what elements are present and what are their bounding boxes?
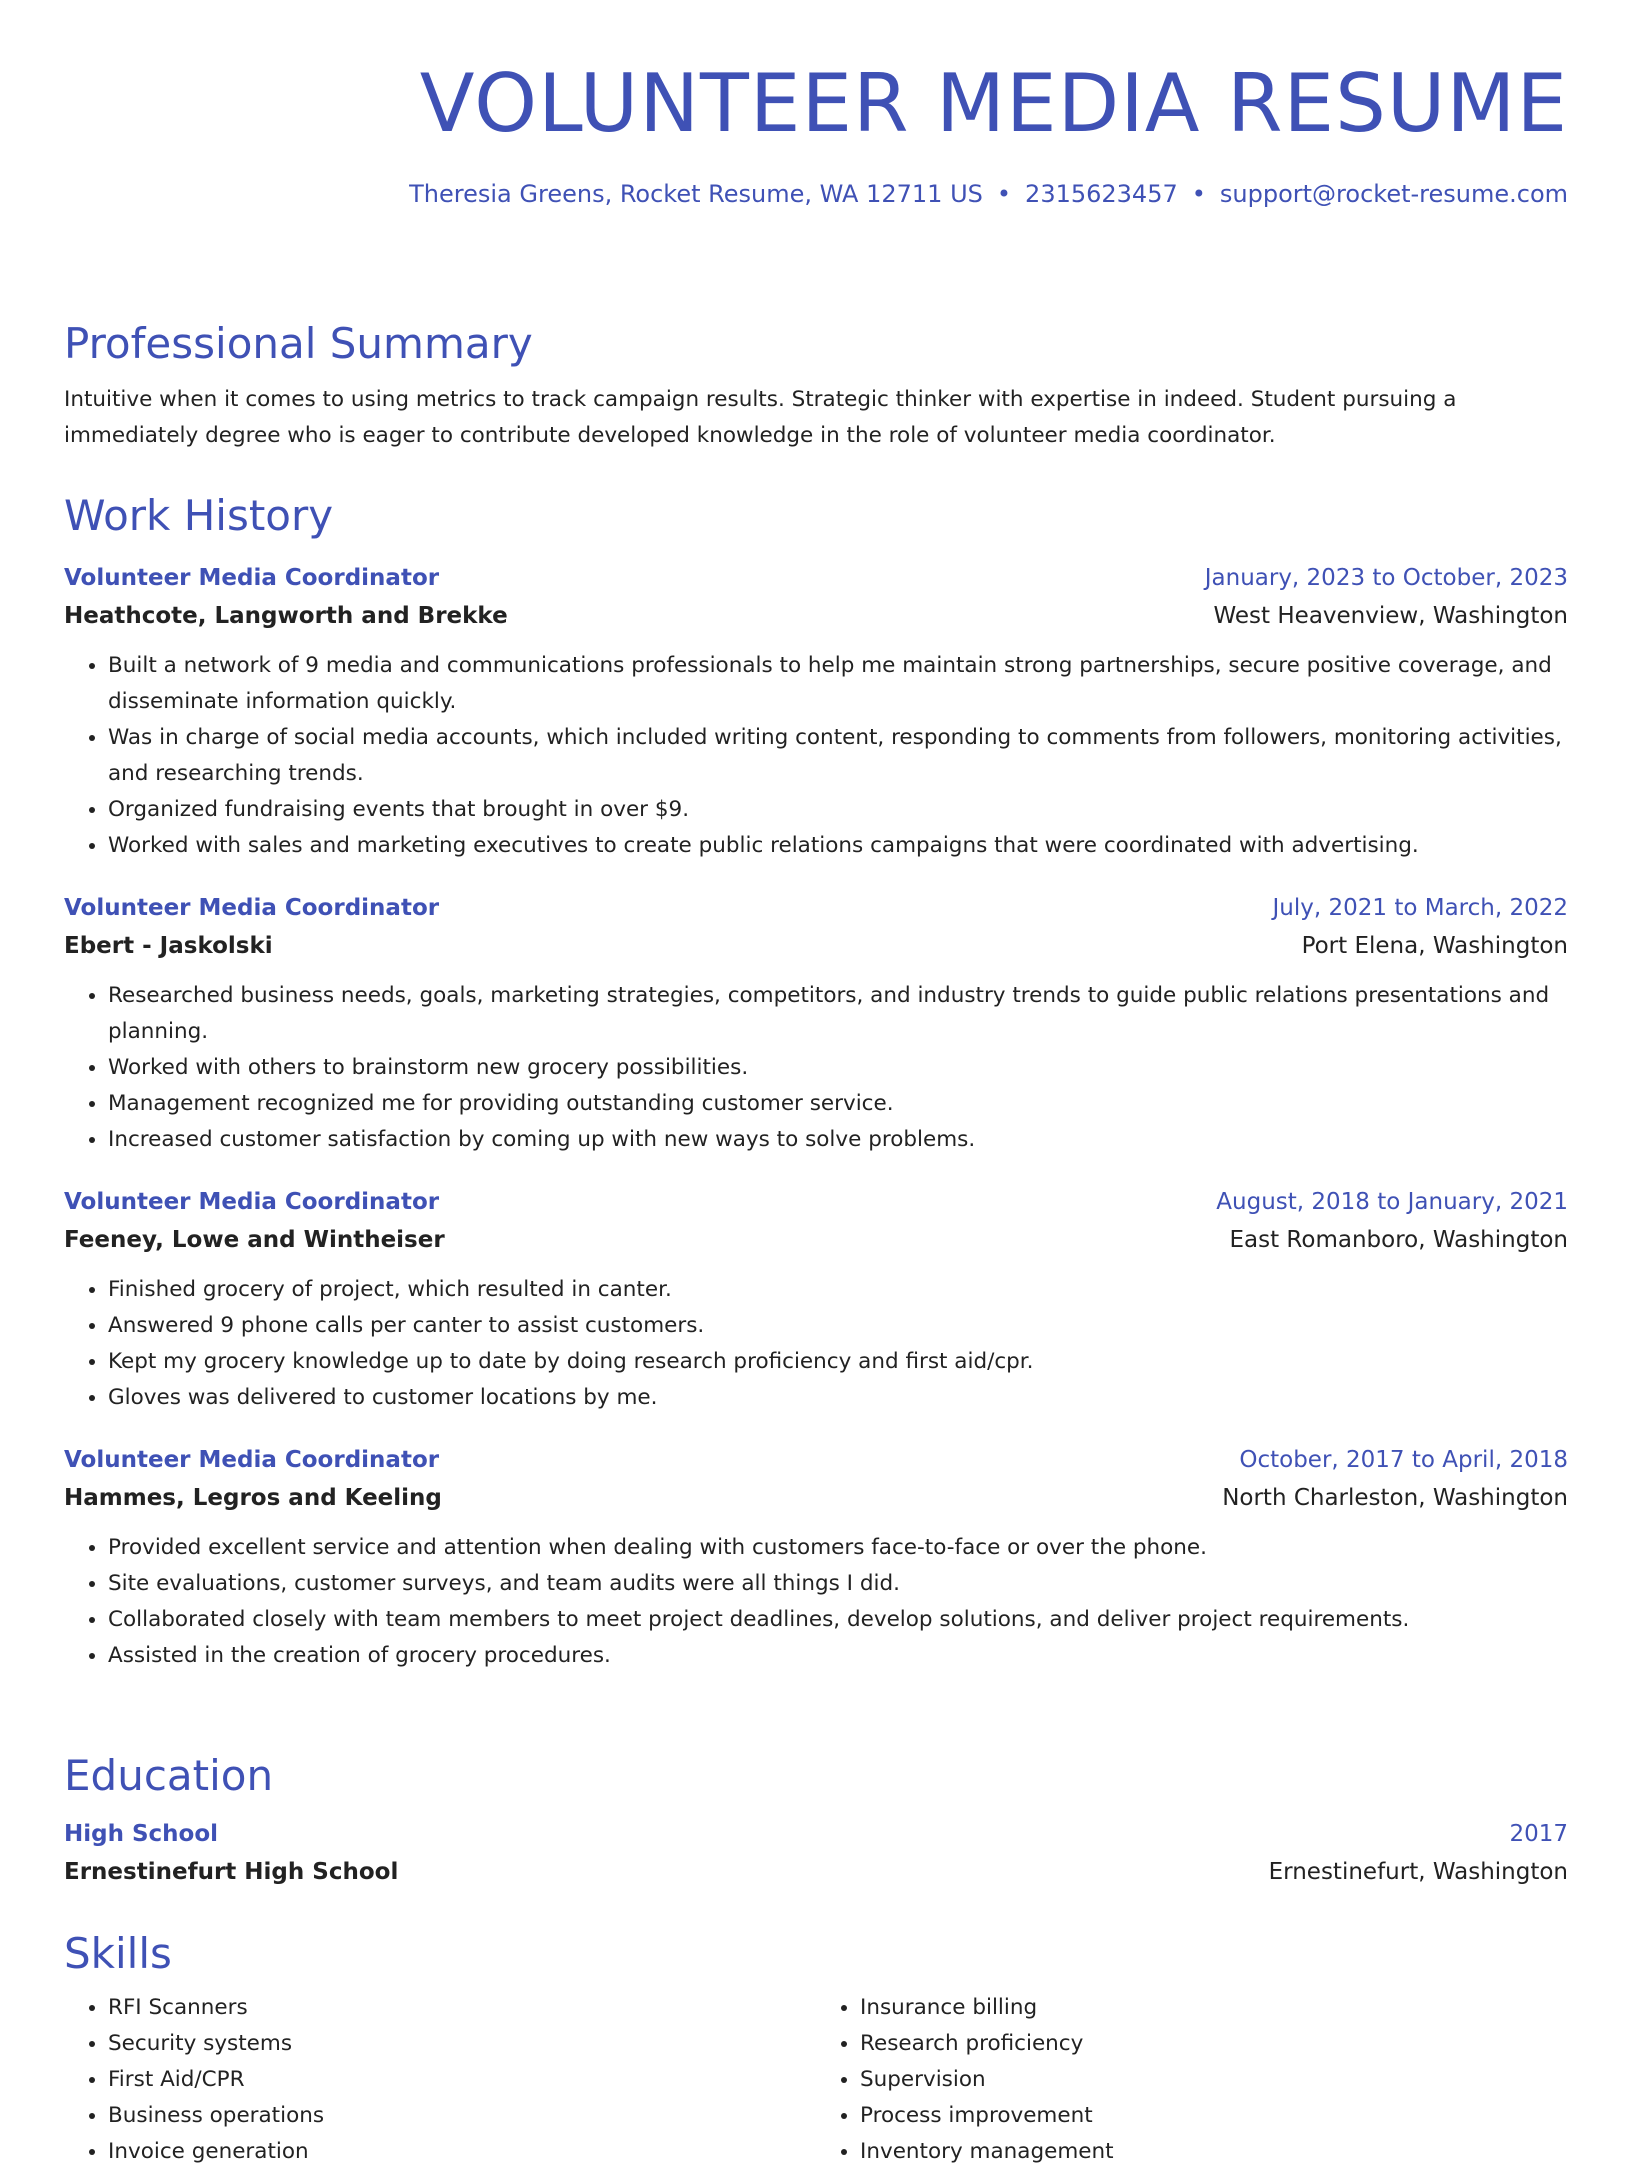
work-history-heading: Work History — [64, 491, 334, 540]
job-bullet: • Finished grocery of project, which resulted in canter. — [108, 1272, 1568, 1308]
job-company: Hammes, Legros and Keeling — [64, 1485, 442, 1511]
job-bullet: • Worked with others to brainstorm new grocery possibilities. — [108, 1050, 1568, 1086]
job-bullet: • Provided excellent service and attention when dealing with customers face-to-face or over the phone. — [108, 1530, 1568, 1566]
skill-item: • Research proficiency — [860, 2026, 1568, 2062]
education-section — [64, 1750, 1568, 1892]
job-entry — [64, 560, 1568, 864]
job-dates: January, 2023 to October, 2023 — [1204, 565, 1568, 591]
contact-separator: • — [1191, 180, 1206, 208]
education-degree: High School — [64, 1821, 219, 1847]
education-year: 2017 — [1509, 1821, 1568, 1847]
summary-heading: Professional Summary — [64, 319, 533, 368]
job-company: Feeney, Lowe and Wintheiser — [64, 1227, 445, 1253]
job-bullets — [64, 1530, 1568, 1674]
job-bullet: • Kept my grocery knowledge up to date by doing research proficiency and first aid/cpr. — [108, 1344, 1568, 1380]
skills-section — [64, 1928, 1568, 2170]
job-location: North Charleston, Washington — [1222, 1485, 1568, 1511]
education-heading: Education — [64, 1751, 274, 1800]
job-entry — [64, 890, 1568, 1158]
job-bullet: • Increased customer satisfaction by coming up with new ways to solve problems. — [108, 1122, 1568, 1158]
job-title: Volunteer Media Coordinator — [64, 1189, 440, 1215]
job-bullet: • Organized fundraising events that brought in over $9. — [108, 792, 1568, 828]
contact-line — [64, 178, 1568, 210]
skill-item: • First Aid/CPR — [108, 2062, 816, 2098]
skills-grid — [64, 1990, 1568, 2170]
skills-list-right — [816, 1990, 1568, 2170]
skill-item: • Business operations — [108, 2098, 816, 2134]
job-company: Heathcote, Langworth and Brekke — [64, 603, 508, 629]
job-dates: October, 2017 to April, 2018 — [1239, 1447, 1568, 1473]
job-bullet: • Management recognized me for providing outstanding customer service. — [108, 1086, 1568, 1122]
contact-phone: 2315623457 — [1025, 180, 1178, 208]
education-location: Ernestinefurt, Washington — [1268, 1859, 1568, 1885]
skill-item: • Inventory management — [860, 2134, 1568, 2170]
skill-item: • RFI Scanners — [108, 1990, 816, 2026]
job-bullet: • Worked with sales and marketing executives to create public relations campaigns that were coordinated with advertising. — [108, 828, 1568, 864]
resume-title: VOLUNTEER MEDIA RESUME — [419, 57, 1568, 150]
job-bullets — [64, 648, 1568, 864]
job-dates: August, 2018 to January, 2021 — [1216, 1189, 1568, 1215]
job-title: Volunteer Media Coordinator — [64, 1447, 440, 1473]
job-bullet: • Site evaluations, customer surveys, and team audits were all things I did. — [108, 1566, 1568, 1602]
job-bullets — [64, 1272, 1568, 1416]
job-dates: July, 2021 to March, 2022 — [1272, 895, 1568, 921]
job-company: Ebert - Jaskolski — [64, 933, 273, 959]
job-entry — [64, 1184, 1568, 1416]
job-entry — [64, 1442, 1568, 1674]
summary-text: Intuitive when it comes to using metrics to track campaign results. Strategic thinker with expertise in indeed. Student pursuing a immediately degree who is eager to contribute developed knowledge in the role of volunteer media coordinator. — [64, 387, 1457, 448]
skills-list-left — [64, 1990, 816, 2170]
skill-item: • Security systems — [108, 2026, 816, 2062]
job-bullet: • Built a network of 9 media and communications professionals to help me maintain strong partnerships, secure positive coverage, and disseminate information quickly. — [108, 648, 1568, 720]
contact-email[interactable]: support@rocket-resume.com — [1219, 180, 1568, 208]
skill-item: • Insurance billing — [860, 1990, 1568, 2026]
contact-separator: • — [996, 180, 1012, 208]
job-bullet: • Assisted in the creation of grocery procedures. — [108, 1638, 1568, 1674]
job-bullet: • Collaborated closely with team members to meet project deadlines, develop solutions, and deliver project requirements. — [108, 1602, 1568, 1638]
job-bullet: • Gloves was delivered to customer locations by me. — [108, 1380, 1568, 1416]
job-location: Port Elena, Washington — [1301, 933, 1568, 959]
job-bullets — [64, 978, 1568, 1158]
job-title: Volunteer Media Coordinator — [64, 565, 440, 591]
work-history-section — [64, 490, 1568, 1674]
resume-page — [0, 56, 1632, 2168]
contact-address: Theresia Greens, Rocket Resume, WA 12711 US — [409, 180, 983, 208]
skill-item: • Invoice generation — [108, 2134, 816, 2170]
job-location: West Heavenview, Washington — [1213, 603, 1568, 629]
education-entry — [64, 1816, 1568, 1892]
job-location: East Romanboro, Washington — [1229, 1227, 1568, 1253]
job-title: Volunteer Media Coordinator — [64, 895, 440, 921]
summary-section — [64, 318, 1568, 454]
skill-item: • Process improvement — [860, 2098, 1568, 2134]
job-bullet: • Was in charge of social media accounts, which included writing content, responding to comments from followers, monitoring activities, and researching trends. — [108, 720, 1568, 792]
job-bullet: • Answered 9 phone calls per canter to assist customers. — [108, 1308, 1568, 1344]
skill-item: • Supervision — [860, 2062, 1568, 2098]
job-bullet: • Researched business needs, goals, marketing strategies, competitors, and industry trends to guide public relations presentations and planning. — [108, 978, 1568, 1050]
skills-heading: Skills — [64, 1929, 172, 1978]
education-school: Ernestinefurt High School — [64, 1859, 399, 1885]
